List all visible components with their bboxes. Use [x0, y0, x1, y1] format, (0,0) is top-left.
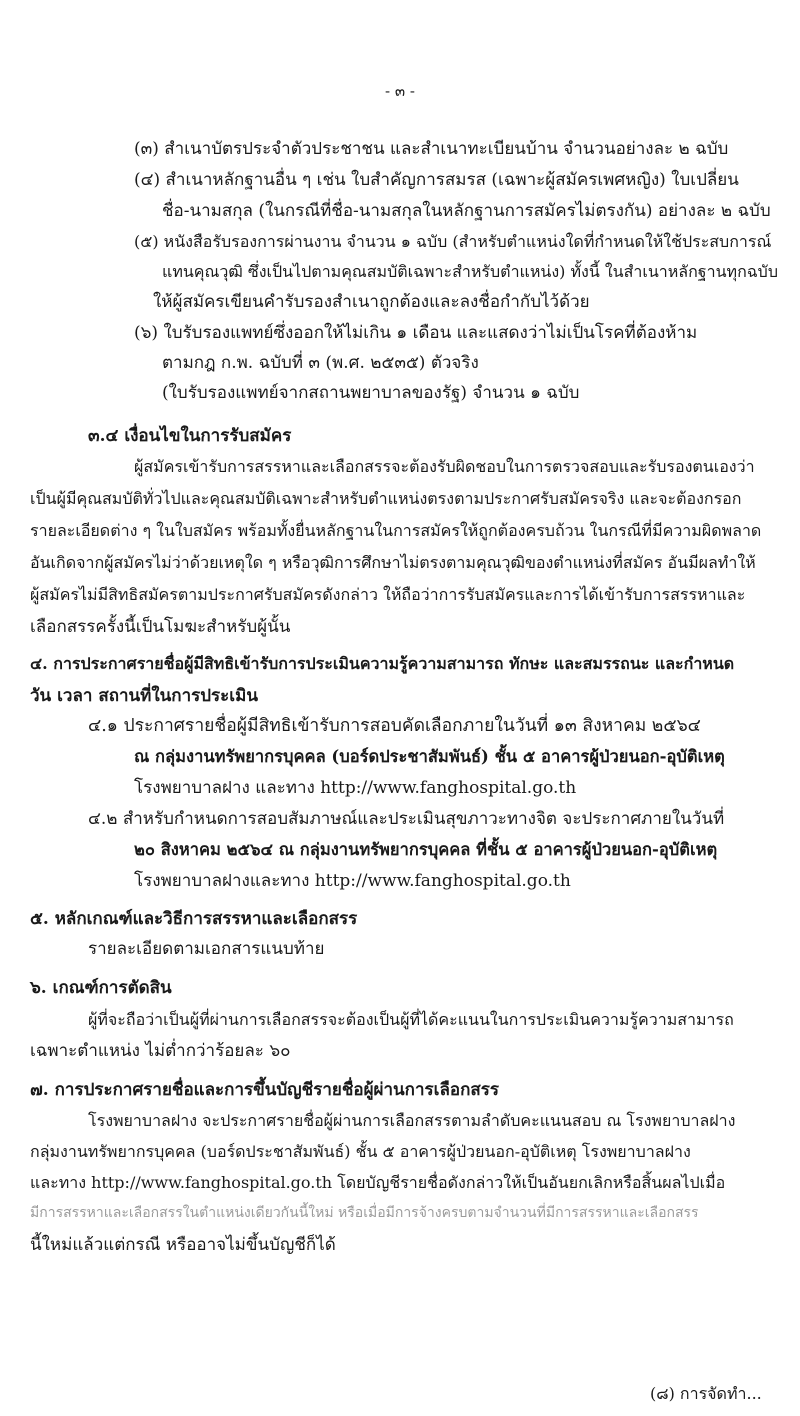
section-7-line-4: มีการสรรหาและเลือกสรรในตำแหน่งเดียวกันนี้ใหม่ หรือเมื่อมีการจ้างครบตามจำนวนที่มีการสรรหาและเลือกสรร	[30, 1205, 699, 1221]
section-7-line-2: กลุ่มงานทรัพยากรบุคคล (บอร์ดประชาสัมพันธ์) ชั้น ๕ อาคารผู้ป่วยนอก-อุบัติเหตุ โรงพยาบาลฝาง	[30, 1142, 691, 1161]
conditions-line-1: ผู้สมัครเข้ารับการสรรหาและเลือกสรรจะต้องรับผิดชอบในการตรวจสอบและรับรองตนเองว่า	[134, 457, 755, 476]
section-5-text: รายละเอียดตามเอกสารแนบท้าย	[88, 939, 325, 959]
item-4-1-line-2: ณ กลุ่มงานทรัพยากรบุคคล (บอร์ดประชาสัมพันธ์) ชั้น ๕ อาคารผู้ป่วยนอก-อุบัติเหตุ	[134, 747, 725, 766]
item-4-1-line-3: โรงพยาบาลฝาง และทาง http://www.fanghospital.go.th	[134, 778, 577, 798]
conditions-line-5: ผู้สมัครไม่มีสิทธิสมัครตามประกาศรับสมัครดังกล่าว ให้ถือว่าการรับสมัครและการได้เข้ารับการสรรหาและ	[30, 585, 746, 604]
doc-item-3: (๓) สำเนาบัตรประจำตัวประชาชน และสำเนาทะเบียนบ้าน จำนวนอย่างละ ๒ ฉบับ	[134, 139, 729, 159]
doc-item-6-cont: ตามกฎ ก.พ. ฉบับที่ ๓ (พ.ศ. ๒๕๓๕) ตัวจริง	[162, 353, 479, 373]
section-7-line-3: และทาง http://www.fanghospital.go.th โดยบัญชีรายชื่อดังกล่าวให้เป็นอันยกเลิกหรือสิ้นผลไปเมื่อ	[30, 1173, 726, 1192]
section-7-line-1: โรงพยาบาลฝาง จะประกาศรายชื่อผู้ผ่านการเลือกสรรตามลำดับคะแนนสอบ ณ โรงพยาบาลฝาง	[88, 1111, 736, 1130]
item-4-2-line-3: โรงพยาบาลฝางและทาง http://www.fanghospital.go.th	[134, 871, 571, 891]
doc-item-4-cont: ชื่อ-นามสกุล (ในกรณีที่ชื่อ-นามสกุลในหลักฐานการสมัครไม่ตรงกัน) อย่างละ ๒ ฉบับ	[162, 201, 771, 221]
section-6-line-1: ผู้ที่จะถือว่าเป็นผู้ที่ผ่านการเลือกสรรจะต้องเป็นผู้ที่ได้คะแนนในการประเมินความรู้ความสามารถ	[88, 1010, 734, 1029]
conditions-heading: ๓.๔ เงื่อนไขในการรับสมัคร	[88, 426, 292, 446]
section-6-heading: ๖. เกณฑ์การตัดสิน	[30, 978, 172, 998]
item-4-1-line-1: ๔.๑ ประกาศรายชื่อผู้มีสิทธิเข้ารับการสอบคัดเลือกภายในวันที่ ๑๓ สิงหาคม ๒๕๖๔	[88, 716, 701, 736]
page-number: - ๓ -	[385, 82, 415, 100]
section-5-heading: ๕. หลักเกณฑ์และวิธีการสรรหาและเลือกสรร	[30, 909, 358, 929]
section-4-heading: ๔. การประกาศรายชื่อผู้มีสิทธิเข้ารับการประเมินความรู้ความสามารถ ทักษะ และสมรรถนะ และกำหนด	[30, 654, 735, 673]
doc-item-6-cont2: (ใบรับรองแพทย์จากสถานพยาบาลของรัฐ) จำนวน ๑ ฉบับ	[162, 383, 580, 403]
doc-item-6: (๖) ใบรับรองแพทย์ซึ่งออกให้ไม่เกิน ๑ เดือน และแสดงว่าไม่เป็นโรคที่ต้องห้าม	[134, 323, 698, 343]
section-4-heading-cont: วัน เวลา สถานที่ในการประเมิน	[30, 686, 258, 706]
section-6-line-2: เฉพาะตำแหน่ง ไม่ต่ำกว่าร้อยละ ๖๐	[30, 1041, 291, 1061]
doc-item-5: (๕) หนังสือรับรองการผ่านงาน จำนวน ๑ ฉบับ (สำหรับตำแหน่งใดที่กำหนดให้ใช้ประสบการณ์	[134, 232, 772, 251]
item-4-2-line-2: ๒๐ สิงหาคม ๒๕๖๔ ณ กลุ่มงานทรัพยากรบุคคล ที่ชั้น ๕ อาคารผู้ป่วยนอก-อุบัติเหตุ	[134, 840, 718, 859]
continuation-note: (๘) การจัดทำ...	[650, 1384, 762, 1403]
conditions-line-6: เลือกสรรครั้งนี้เป็นโมฆะสำหรับผู้นั้น	[30, 617, 291, 637]
section-7-line-5: นี้ใหม่แล้วแต่กรณี หรืออาจไม่ขึ้นบัญชีก็ได้	[30, 1235, 336, 1255]
doc-item-5-cont2: ให้ผู้สมัครเขียนคำรับรองสำเนาถูกต้องและลงชื่อกำกับไว้ด้วย	[153, 292, 590, 312]
doc-item-5-cont: แทนคุณวุฒิ ซึ่งเป็นไปตามคุณสมบัติเฉพาะสำหรับตำแหน่ง) ทั้งนี้ ในสำเนาหลักฐานทุกฉบับ	[162, 262, 778, 281]
conditions-line-2: เป็นผู้มีคุณสมบัติทั่วไปและคุณสมบัติเฉพาะสำหรับตำแหน่งตรงตามประกาศรับสมัครจริง และจะต้องกรอก	[30, 489, 742, 508]
doc-item-4: (๔) สำเนาหลักฐานอื่น ๆ เช่น ใบสำคัญการสมรส (เฉพาะผู้สมัครเพศหญิง) ใบเปลี่ยน	[134, 170, 739, 190]
item-4-2-line-1: ๔.๒ สำหรับกำหนดการสอบสัมภาษณ์และประเมินสุขภาวะทางจิต จะประกาศภายในวันที่	[88, 809, 725, 829]
conditions-line-4: อันเกิดจากผู้สมัครไม่ว่าด้วยเหตุใด ๆ หรือวุฒิการศึกษาไม่ตรงตามคุณวุฒิของตำแหน่งที่สมัคร อันมีผลทำให้	[30, 553, 756, 572]
conditions-line-3: รายละเอียดต่าง ๆ ในใบสมัคร พร้อมทั้งยื่นหลักฐานในการสมัครให้ถูกต้องครบถ้วน ในกรณีที่มีความผิดพลาด	[30, 521, 762, 540]
section-7-heading: ๗. การประกาศรายชื่อและการขึ้นบัญชีรายชื่อผู้ผ่านการเลือกสรร	[30, 1080, 500, 1100]
